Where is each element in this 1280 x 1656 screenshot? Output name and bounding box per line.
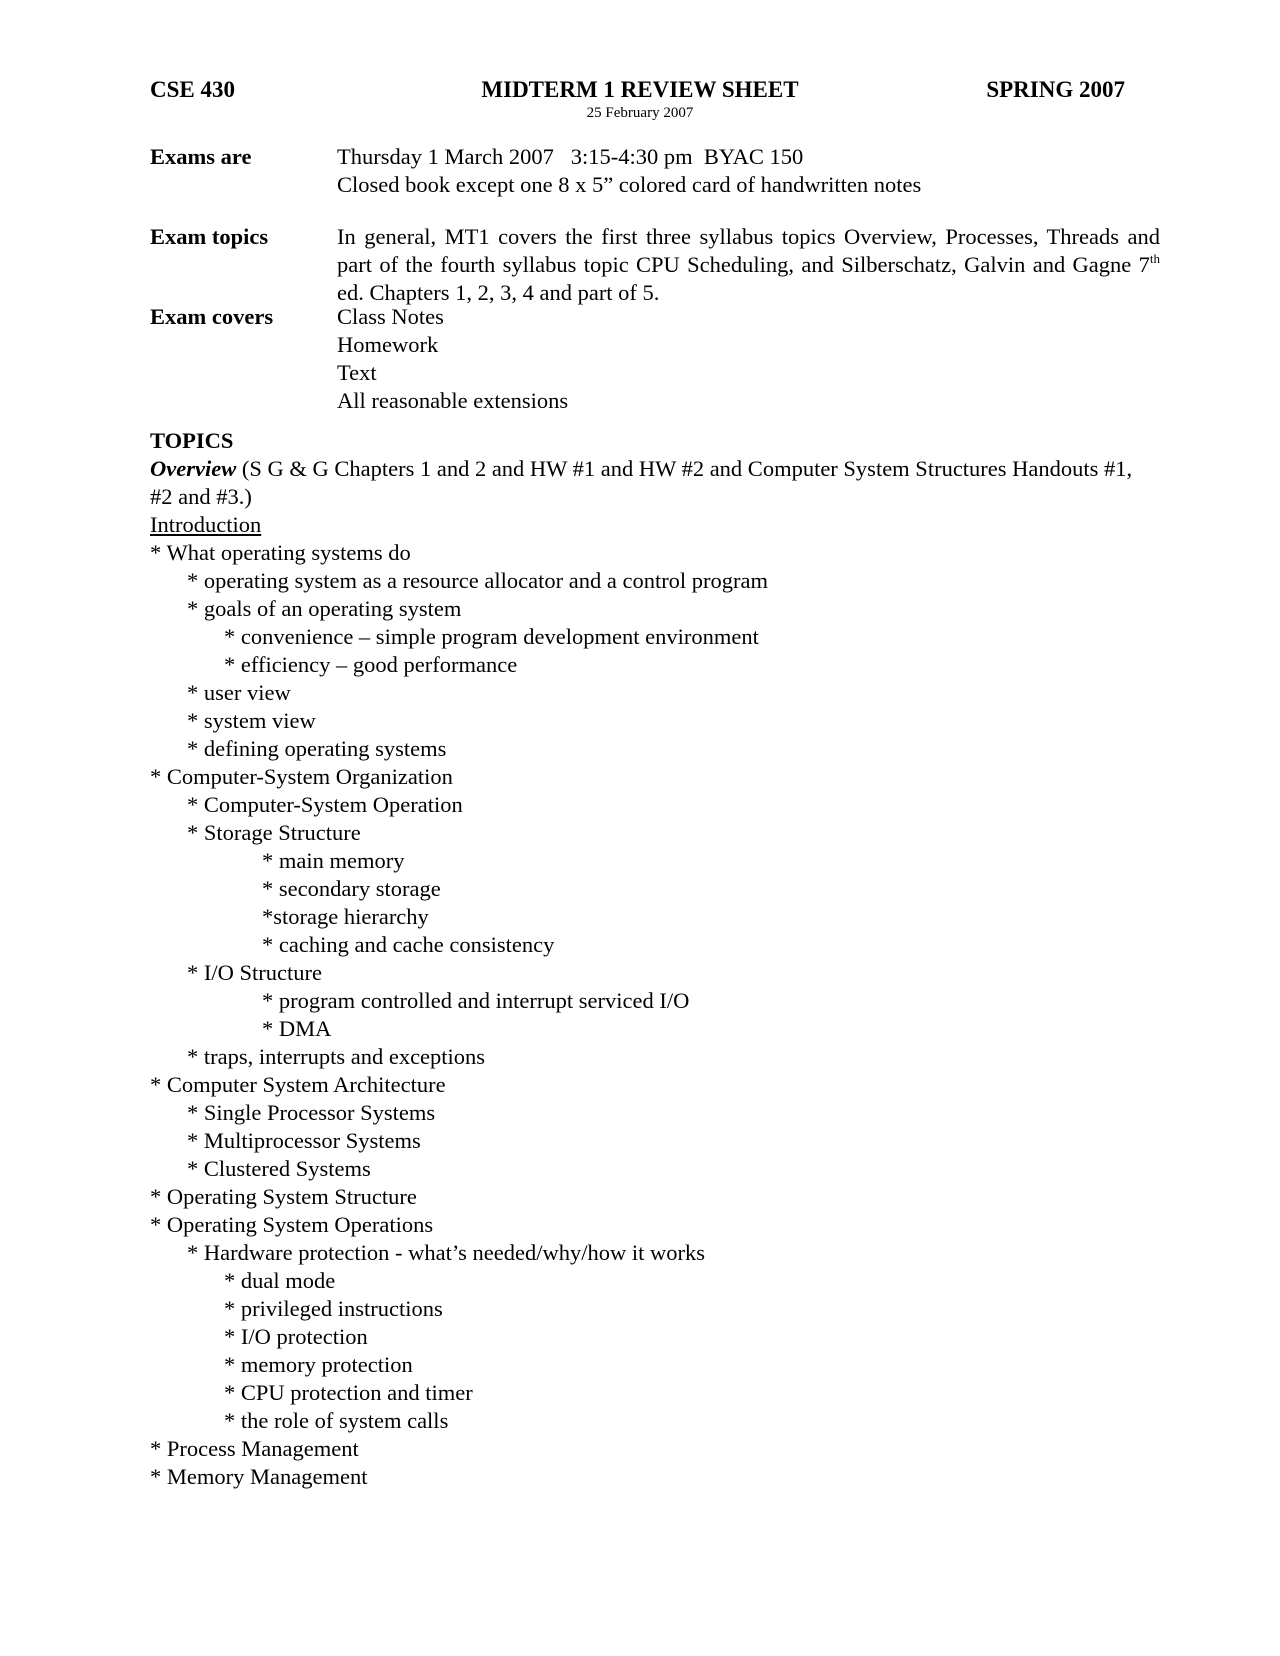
outline-item: * operating system as a resource allocator and a control program: [187, 568, 769, 593]
topic-outline: [150, 539, 1160, 1491]
overview-paragraph: [150, 455, 1160, 511]
outline-item: * Single Processor Systems: [187, 1100, 436, 1125]
outline-item: * defining operating systems: [187, 736, 447, 761]
outline-item: * user view: [187, 680, 291, 705]
topics-section: [150, 427, 1160, 1491]
outline-item: * privileged instructions: [224, 1296, 443, 1321]
term: SPRING 2007: [986, 77, 1125, 102]
document-title: MIDTERM 1 REVIEW SHEET: [481, 77, 799, 102]
outline-item: * I/O Structure: [187, 960, 322, 985]
exam-covers-item: All reasonable extensions: [337, 388, 569, 413]
exams-are-schedule: Thursday 1 March 2007 3:15-4:30 pm BYAC 150: [337, 144, 804, 169]
exams-are-rules: Closed book except one 8 x 5” colored card of handwritten notes: [337, 172, 922, 197]
section-introduction: Introduction: [150, 512, 262, 537]
outline-item: * goals of an operating system: [187, 596, 462, 621]
course-code: CSE 430: [150, 77, 235, 102]
outline-item: * Computer-System Operation: [187, 792, 463, 817]
outline-item: * Storage Structure: [187, 820, 361, 845]
outline-item: * program controlled and interrupt serviced I/O: [262, 988, 690, 1013]
outline-item: * Memory Management: [150, 1464, 368, 1489]
outline-item: * Multiprocessor Systems: [187, 1128, 421, 1153]
outline-item: * Computer-System Organization: [150, 764, 453, 789]
outline-item: * CPU protection and timer: [224, 1380, 473, 1405]
exam-covers-item: Homework: [337, 332, 439, 357]
outline-item: * secondary storage: [262, 876, 441, 901]
exams-are-label: Exams are: [150, 144, 252, 169]
outline-item: * I/O protection: [224, 1324, 368, 1349]
outline-item: * traps, interrupts and exceptions: [187, 1044, 486, 1069]
document-date: 25 February 2007: [586, 105, 694, 121]
exam-covers-block: [150, 303, 1160, 415]
outline-item: * Operating System Structure: [150, 1184, 417, 1209]
exam-covers-item: Class Notes: [337, 304, 444, 329]
outline-item: * dual mode: [224, 1268, 336, 1293]
outline-item: * Process Management: [150, 1436, 359, 1461]
exam-covers-list: [337, 303, 1160, 415]
exam-topics-label: Exam topics: [150, 224, 269, 249]
outline-item: * convenience – simple program development environment: [224, 624, 759, 649]
outline-item: * DMA: [262, 1016, 332, 1041]
outline-item: * Hardware protection - what’s needed/why/how it works: [187, 1240, 705, 1265]
outline-item: * the role of system calls: [224, 1408, 449, 1433]
outline-item: * Clustered Systems: [187, 1156, 371, 1181]
outline-item: * caching and cache consistency: [262, 932, 555, 957]
superscript: th: [1149, 251, 1160, 266]
exam-covers-item: Text: [337, 360, 377, 385]
exams-are-block: [150, 143, 1160, 199]
outline-item: * memory protection: [224, 1352, 413, 1377]
outline-item: * Operating System Operations: [150, 1212, 434, 1237]
outline-item: *storage hierarchy: [262, 904, 429, 929]
outline-item: * system view: [187, 708, 316, 733]
overview-text: (S G & G Chapters 1 and 2 and HW #1 and HW #2 and Computer System Structures Handouts #1, #2 and #3.): [150, 456, 1133, 509]
overview-label: Overview: [150, 456, 237, 481]
outline-item: * efficiency – good performance: [224, 652, 518, 677]
outline-item: * What operating systems do: [150, 540, 411, 565]
exam-covers-label: Exam covers: [150, 304, 274, 329]
exam-topics-block: [150, 223, 1160, 307]
exam-topics-text: In general, MT1 covers the first three syllabus topics Overview, Processes, Threads and part of the fourth syllabus topic CPU Scheduling, and Silberschatz, Galvin and Gagne 7th ed. Chapters 1, 2, 3, 4 and part of 5.: [337, 224, 1160, 305]
topics-heading: TOPICS: [150, 428, 234, 453]
outline-item: * Computer System Architecture: [150, 1072, 446, 1097]
outline-item: * main memory: [262, 848, 405, 873]
